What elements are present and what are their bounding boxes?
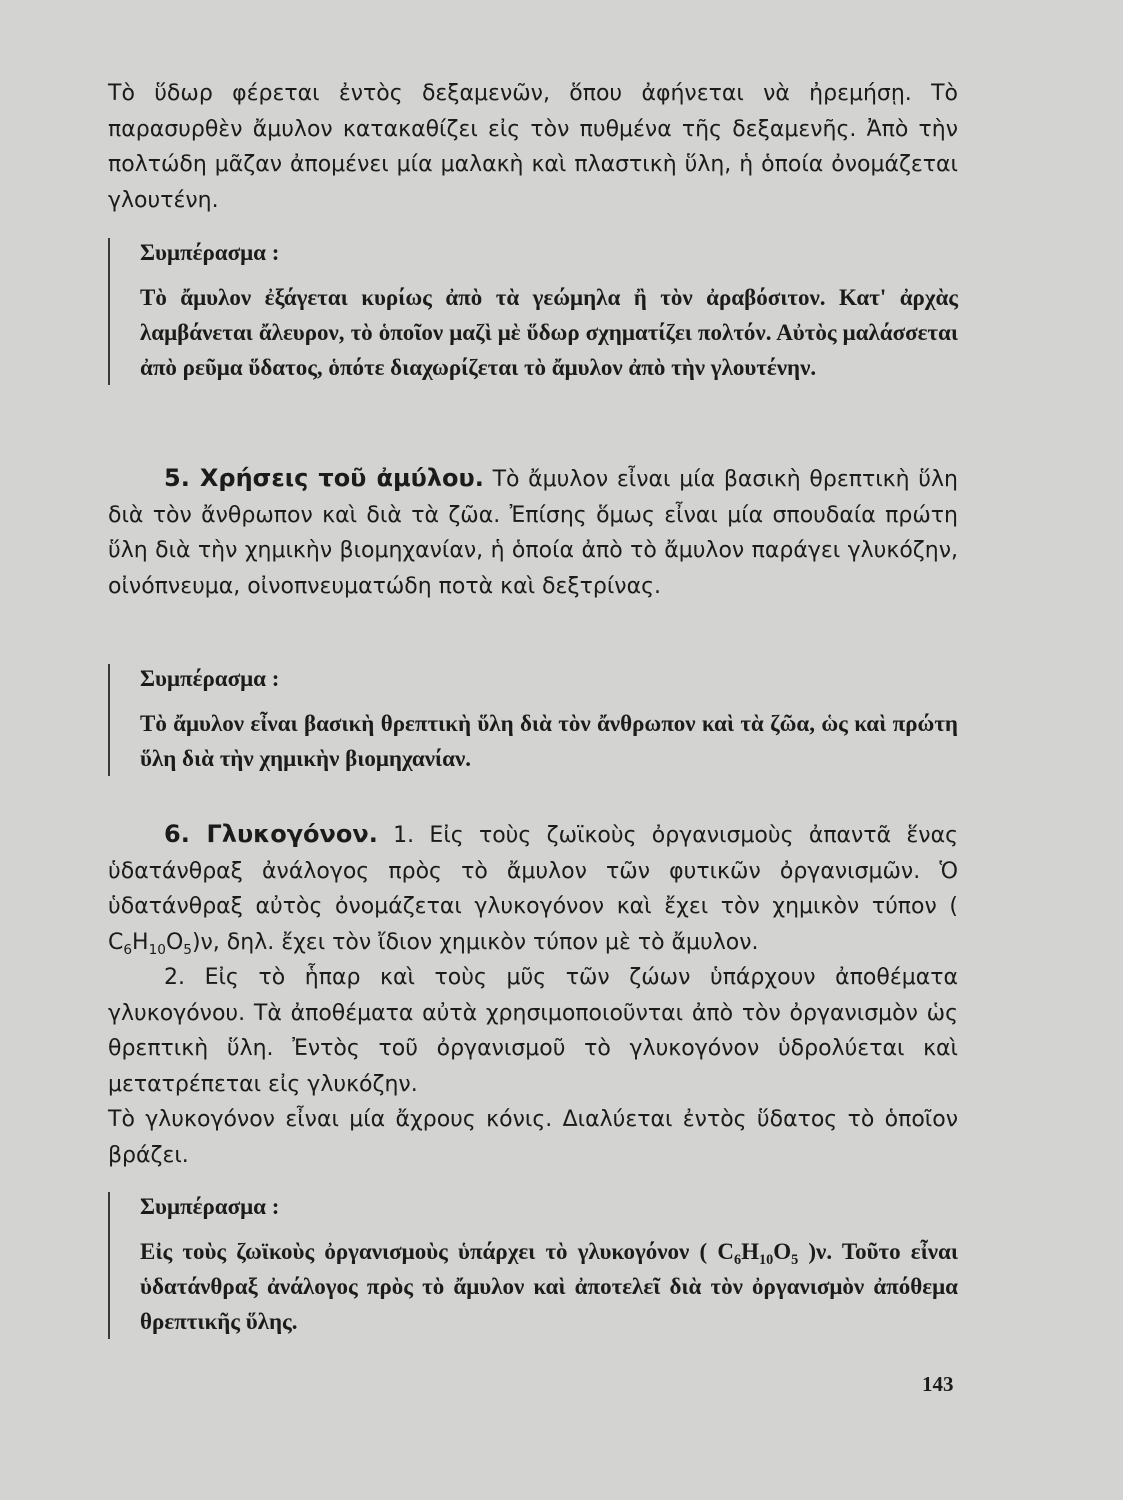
section-6-text-1b: )ν, δηλ. ἔχει τὸν ἴδιον χημικὸν τύπον μὲ τὸ ἄμυλον. (191, 929, 759, 955)
conclusion-text-3b: )ν. Τοῦτο εἶναι ὑδατάνθραξ ἀνάλογος πρὸς τὸ ἄμυλον καὶ ἀποτελεῖ διὰ τὸν ὀργανισμὸν ἀπόθεμα θρεπτικῆς ὕλης. (140, 1239, 958, 1334)
section-5-heading: 5. Χρήσεις τοῦ ἀμύλου. (164, 464, 484, 492)
conclusion-text-3 (140, 1234, 958, 1339)
section-6 (108, 817, 958, 1173)
section-5-paragraph (108, 461, 958, 604)
formula-subscript: 6 (123, 941, 133, 958)
intro-paragraph (108, 76, 958, 218)
conclusion-title-2: Συμπέρασμα : (140, 666, 280, 691)
conclusion-box-1 (108, 238, 958, 385)
formula-element: O (773, 1239, 792, 1264)
conclusion-box-3 (108, 1192, 958, 1339)
page-number: 143 (922, 1372, 954, 1396)
intro-text: Τὸ ὕδωρ φέρεται ἐντὸς δεξαμενῶν, ὅπου ἀφήνεται νὰ ἠρεμήσῃ. Τὸ παρασυρθὲν ἄμυλον κατακαθίζει εἰς τὸν πυθμένα τῆς δεξαμενῆς. Ἀπὸ τὴν πολτώδη μᾶζαν ἀπομένει μία μαλακὴ καὶ πλαστικὴ ὕλη, ἡ ὁποία ὀνομάζεται γλουτένη. (108, 81, 958, 213)
section-6-paragraph-1 (108, 817, 958, 960)
conclusion-title-3: Συμπέρασμα : (140, 1194, 280, 1219)
formula-subscript: 6 (733, 1251, 742, 1268)
conclusion-text-3a: Εἰς τοὺς ζωϊκοὺς ὀργανισμοὺς ὑπάρχει τὸ γλυκογόνον ( C (140, 1239, 734, 1264)
formula-element: O (165, 929, 184, 955)
section-5-text: Τὸ ἄμυλον εἶναι μία βασικὴ θρεπτικὴ ὕλη διὰ τὸν ἄνθρωπον καὶ διὰ τὰ ζῶα. Ἐπίσης ὅμως εἶναι μία σπουδαία πρώτη ὕλη διὰ τὴν χημικὴν βιομηχανίαν, ἡ ὁποία ἀπὸ τὸ ἄμυλον παράγει γλυκόζην, οἰνόπνευμα, οἰνοπνευματώδη ποτὰ καὶ δεξτρίνας. (108, 467, 958, 599)
formula-subscript: 10 (758, 1251, 774, 1268)
conclusion-text-2: Τὸ ἄμυλον εἶναι βασικὴ θρεπτικὴ ὕλη διὰ τὸν ἄνθρωπον καὶ τὰ ζῶα, ὡς καὶ πρώτη ὕλη διὰ τὴν χημικὴν βιομηχανίαν. (140, 711, 958, 771)
section-6-text-1a: 1. Εἰς τοὺς ζωϊκοὺς ὀργανισμοὺς ἀπαντᾶ ἕνας ὑδατάνθραξ ἀνάλογος πρὸς τὸ ἄμυλον τῶν φυτικῶν ὀργανισμῶν. Ὁ ὑδατάνθραξ αὐτὸς ὀνομάζεται γλυκογόνον καὶ ἔχει τὸν χημικὸν τύπον ( C (108, 823, 958, 955)
formula-subscript: 5 (791, 1251, 799, 1268)
conclusion-text-1: Τὸ ἄμυλον ἐξάγεται κυρίως ἀπὸ τὰ γεώμηλα ἢ τὸν ἀραβόσιτον. Κατ' ἀρχὰς λαμβάνεται ἄλευρον, τὸ ὁποῖον μαζὶ μὲ ὕδωρ σχηματίζει πολτόν. Αὐτὸς μαλάσσεται ἀπὸ ρεῦμα ὕδατος, ὁπότε διαχωρίζεται τὸ ἄμυλον ἀπὸ τὴν γλουτένην. (140, 285, 958, 380)
section-6-paragraph-2: 2. Εἰς τὸ ἧπαρ καὶ τοὺς μῦς τῶν ζώων ὑπάρχουν ἀποθέματα γλυκογόνου. Τὰ ἀποθέματα αὐτὰ χρησιμοποιοῦνται ἀπὸ τὸν ὀργανισμὸν ὡς θρεπτικὴ ὕλη. Ἐντὸς τοῦ ὀργανισμοῦ τὸ γλυκογόνον ὑδρολύεται καὶ μετατρέπεται εἰς γλυκόζην. (108, 965, 958, 1097)
formula-subscript: 10 (148, 941, 166, 958)
section-6-paragraph-3: Τὸ γλυκογόνον εἶναι μία ἄχρους κόνις. Διαλύεται ἐντὸς ὕδατος τὸ ὁποῖον βράζει. (108, 1107, 958, 1168)
conclusion-box-2 (108, 664, 958, 776)
conclusion-title-1: Συμπέρασμα : (140, 240, 280, 265)
formula-element: H (741, 1239, 759, 1264)
formula-subscript: 5 (183, 941, 192, 958)
section-5 (108, 461, 958, 604)
section-6-heading: 6. Γλυκογόνον. (164, 820, 378, 848)
formula-element: H (132, 929, 149, 955)
